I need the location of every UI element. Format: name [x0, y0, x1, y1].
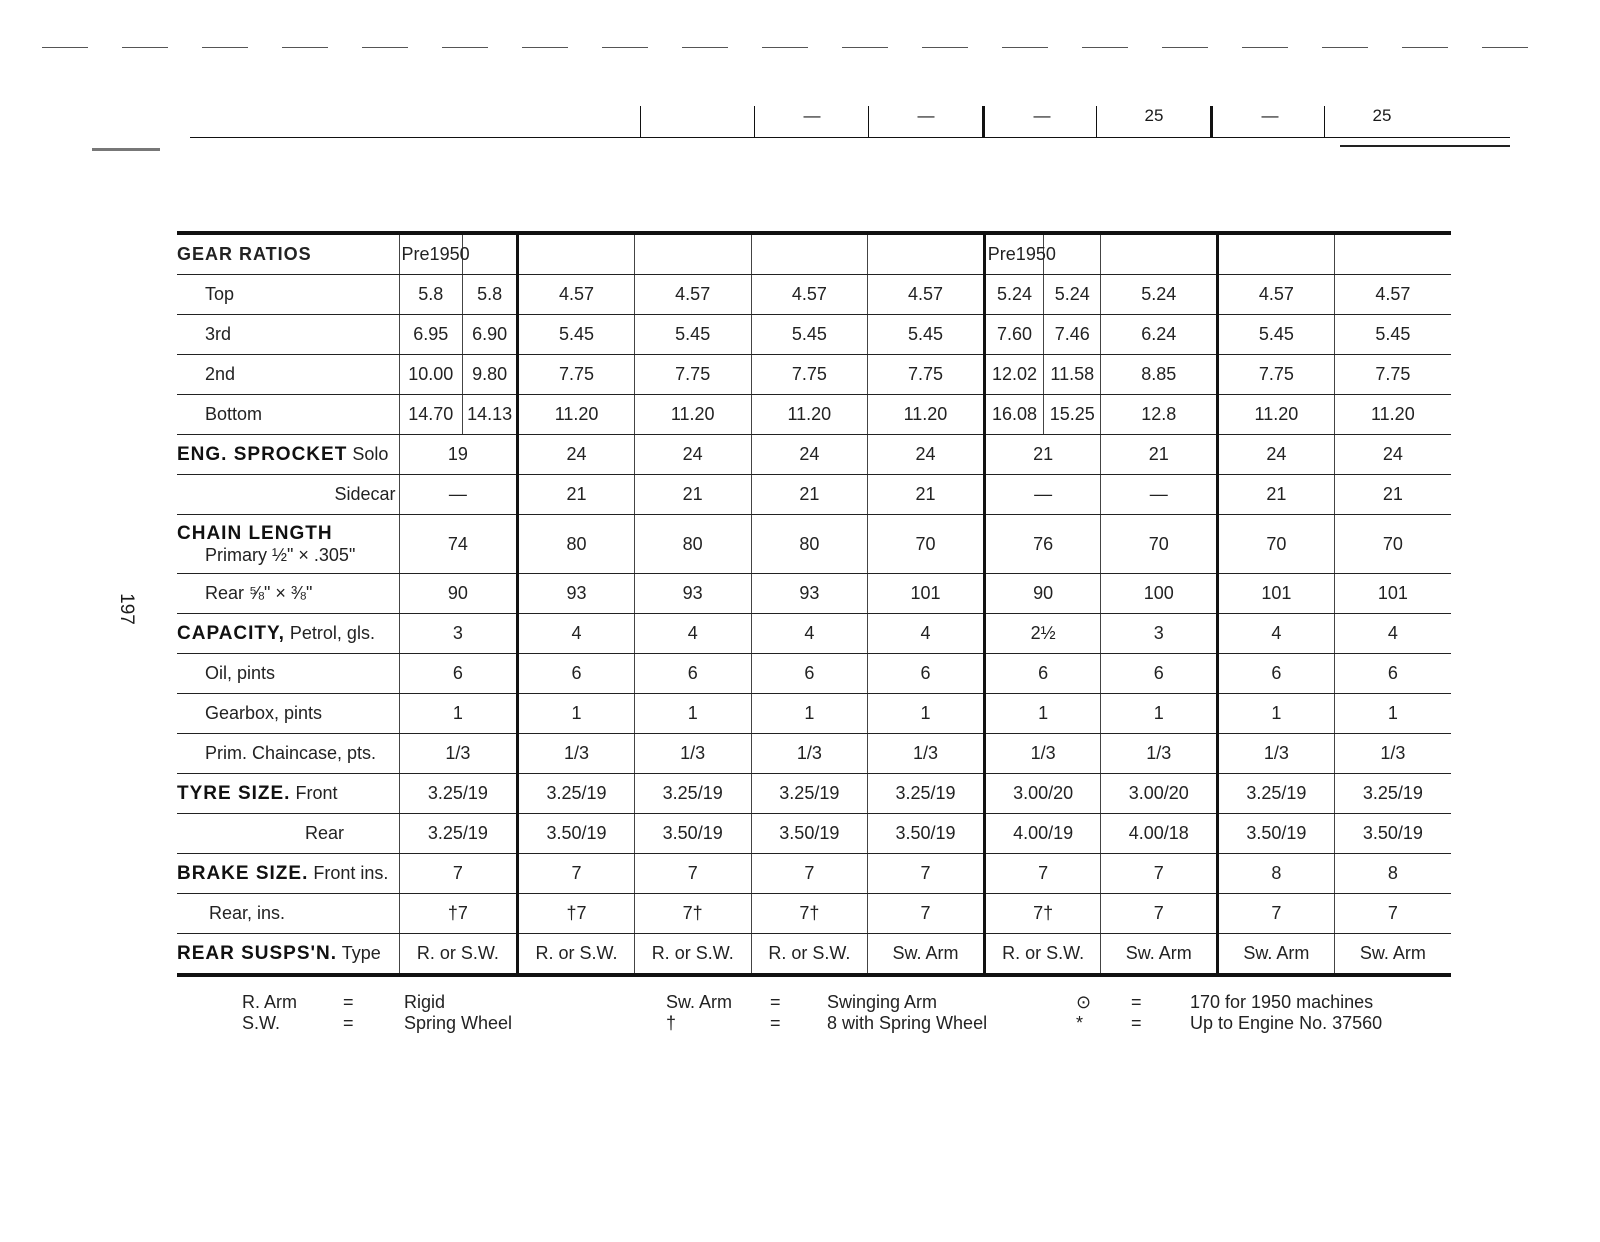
table-row [177, 894, 1451, 934]
table-cell: 3.50/19 [1334, 814, 1451, 854]
pre1950-label: Pre1950 [984, 233, 1043, 275]
table-cell: 21 [984, 435, 1101, 475]
table-cell: 3.00/20 [984, 774, 1101, 814]
table-cell: Sw. Arm [868, 934, 985, 976]
table-cell: 6 [984, 654, 1101, 694]
gear-ratios-heading: GEAR RATIOS [177, 233, 399, 275]
legend-meanings [404, 992, 512, 1034]
table-cell: 70 [868, 515, 985, 574]
row-label: 3rd [177, 315, 399, 355]
table-cell: 6.24 [1101, 315, 1218, 355]
table-cell: 6.95 [399, 315, 462, 355]
table-cell: 6 [751, 654, 868, 694]
fragment-cell: — [754, 106, 869, 138]
legend-meaning: Swinging Arm [827, 992, 938, 1012]
table-row [177, 654, 1451, 694]
table-cell: 4 [518, 614, 635, 654]
table-cell: 3 [1101, 614, 1218, 654]
table-cell: 93 [751, 574, 868, 614]
table-cell: 80 [518, 515, 635, 574]
table-cell: 7 [751, 854, 868, 894]
table-cell: 19 [399, 435, 518, 475]
brake-size-heading: BRAKE SIZE. [177, 862, 309, 884]
table-cell: 74 [399, 515, 518, 574]
legend-equals-sign: = [1131, 1013, 1142, 1033]
table-cell: 11.20 [751, 395, 868, 435]
table-cell: 11.20 [1334, 395, 1451, 435]
table-cell: 7 [868, 894, 985, 934]
table-row [177, 435, 1451, 475]
table-cell: 21 [868, 475, 985, 515]
table-cell: 7.75 [751, 355, 868, 395]
table-cell: 101 [868, 574, 985, 614]
table-cell: 7.75 [868, 355, 985, 395]
legend-equals [770, 992, 781, 1034]
fragment-cell: — [982, 106, 1099, 138]
table-cell: 1 [751, 694, 868, 734]
table-cell: †7 [518, 894, 635, 934]
scan-artifact [92, 148, 160, 151]
table-cell: 1/3 [984, 734, 1101, 774]
legend-meaning: Rigid [404, 992, 446, 1012]
table-cell: R. or S.W. [399, 934, 518, 976]
table-cell: 11.58 [1044, 355, 1101, 395]
previous-table-fragment [190, 100, 1510, 150]
table-cell: 21 [634, 475, 751, 515]
table-row [177, 694, 1451, 734]
table-cell: 80 [634, 515, 751, 574]
table-cell: 100 [1101, 574, 1218, 614]
table-cell: 6.90 [462, 315, 517, 355]
table-cell: 5.8 [462, 275, 517, 315]
table-cell: 1/3 [1218, 734, 1335, 774]
table-cell: 4 [1334, 614, 1451, 654]
legend-symbol: ⊙ [1076, 992, 1092, 1012]
table-cell: 24 [868, 435, 985, 475]
table-row [177, 734, 1451, 774]
table-cell: 3.50/19 [751, 814, 868, 854]
legend-symbol: Sw. Arm [666, 992, 733, 1012]
table-cell: 11.20 [1218, 395, 1335, 435]
chain-length-label [177, 515, 399, 574]
table-cell: 7.75 [634, 355, 751, 395]
table-cell: 10.00 [399, 355, 462, 395]
legend-symbols [666, 992, 732, 1034]
table-row [177, 355, 1451, 395]
table-row [177, 395, 1451, 435]
table-cell: 4 [634, 614, 751, 654]
legend-symbol: S.W. [242, 1013, 281, 1033]
primary-label: Primary ½" × .305" [205, 544, 356, 565]
table-cell: 14.70 [399, 395, 462, 435]
fragment-cell: 25 [1096, 106, 1211, 138]
table-cell: 3.00/20 [1101, 774, 1218, 814]
table-cell: 1 [984, 694, 1101, 734]
table-cell: 7 [868, 854, 985, 894]
legend-meaning: Spring Wheel [404, 1013, 513, 1033]
table-cell: 6 [1218, 654, 1335, 694]
table-cell: 1 [399, 694, 518, 734]
table-cell: 90 [399, 574, 518, 614]
table-cell: 3.50/19 [634, 814, 751, 854]
table-cell: — [399, 475, 518, 515]
table-cell: 3.25/19 [634, 774, 751, 814]
table-cell: 4 [1218, 614, 1335, 654]
table-cell: 4.57 [634, 275, 751, 315]
table-cell: 1 [518, 694, 635, 734]
row-label: 2nd [177, 355, 399, 395]
table-cell: 3.25/19 [1218, 774, 1335, 814]
table-cell: 4 [751, 614, 868, 654]
table-cell: 3.25/19 [399, 814, 518, 854]
specifications-table [177, 231, 1451, 977]
table-cell: 7 [984, 854, 1101, 894]
row-label: Bottom [177, 395, 399, 435]
table-cell: 4 [868, 614, 985, 654]
pre1950-label: Pre1950 [399, 233, 462, 275]
table-cell: 3.25/19 [1334, 774, 1451, 814]
table-cell: 24 [1334, 435, 1451, 475]
table-row [177, 614, 1451, 654]
legend-symbols [242, 992, 297, 1034]
susp-type-label: Type [341, 942, 381, 963]
table-cell: 7.75 [1334, 355, 1451, 395]
eng-sprocket-heading: ENG. SPROCKET [177, 443, 348, 465]
table-cell: 8 [1334, 854, 1451, 894]
table-row [177, 854, 1451, 894]
table-cell: R. or S.W. [984, 934, 1101, 976]
table-cell: 90 [984, 574, 1101, 614]
table-cell: 7 [1218, 894, 1335, 934]
table-cell: 11.20 [868, 395, 985, 435]
solo-label: Solo [352, 443, 389, 464]
table-cell: 11.20 [634, 395, 751, 435]
row-label: Top [177, 275, 399, 315]
table-cell: 7† [751, 894, 868, 934]
table-cell: 21 [1101, 435, 1218, 475]
table-cell: 12.02 [984, 355, 1043, 395]
table-cell: 1 [1334, 694, 1451, 734]
tyre-size-heading: TYRE SIZE. [177, 782, 291, 804]
legend-equals-sign: = [1131, 992, 1142, 1012]
table-cell: 7 [1101, 854, 1218, 894]
eng-sprocket-label [177, 435, 399, 475]
legend-symbol: * [1076, 1013, 1084, 1033]
table-cell: 5.45 [1218, 315, 1335, 355]
tyre-size-label [177, 774, 399, 814]
table-cell: 3.50/19 [518, 814, 635, 854]
table-row [177, 774, 1451, 814]
brake-front-label: Front ins. [313, 862, 389, 883]
table-cell: 7 [518, 854, 635, 894]
table-cell: 70 [1101, 515, 1218, 574]
table-cell: 6 [518, 654, 635, 694]
table-cell: 93 [634, 574, 751, 614]
legend-symbol: R. Arm [242, 992, 298, 1012]
table-cell: 12.8 [1101, 395, 1218, 435]
table-row [177, 934, 1451, 976]
table-cell: †7 [399, 894, 518, 934]
table-cell: 1/3 [518, 734, 635, 774]
table-row [177, 315, 1451, 355]
table-cell: 7 [399, 854, 518, 894]
table-cell: 7.46 [1044, 315, 1101, 355]
legend-equals-sign: = [770, 992, 781, 1012]
table-cell: 9.80 [462, 355, 517, 395]
table-cell: 3.50/19 [1218, 814, 1335, 854]
oil-label: Oil, pints [177, 654, 399, 694]
table-cell: 4.57 [1218, 275, 1335, 315]
table-cell: 7 [1334, 894, 1451, 934]
table-cell: 6 [1101, 654, 1218, 694]
table-cell: 4.57 [868, 275, 985, 315]
table-cell: 4.00/18 [1101, 814, 1218, 854]
fragment-cell: — [1210, 106, 1327, 138]
table-cell: 4.57 [751, 275, 868, 315]
table-cell: 7† [634, 894, 751, 934]
table-cell: 1 [868, 694, 985, 734]
table-cell: 5.45 [634, 315, 751, 355]
legend-equals-sign: = [343, 992, 354, 1012]
table-cell: 3.25/19 [751, 774, 868, 814]
table-cell: 1 [634, 694, 751, 734]
table-cell: 1/3 [868, 734, 985, 774]
legend-meanings [1190, 992, 1382, 1034]
table-cell: 4.57 [518, 275, 635, 315]
table-cell: 6 [1334, 654, 1451, 694]
tyre-rear-label: Rear [177, 814, 399, 854]
table-cell: Sw. Arm [1334, 934, 1451, 976]
page-number: 197 [115, 593, 137, 625]
table-cell: 16.08 [984, 395, 1043, 435]
legend-meanings [827, 992, 987, 1034]
legend-equals [343, 992, 354, 1034]
table-cell: 101 [1334, 574, 1451, 614]
table-cell: 4.57 [1334, 275, 1451, 315]
table-cell: 7† [984, 894, 1101, 934]
table-cell: 1 [1101, 694, 1218, 734]
gearbox-label: Gearbox, pints [177, 694, 399, 734]
table-cell: 1/3 [1101, 734, 1218, 774]
table-cell: 24 [751, 435, 868, 475]
table-cell: 3.50/19 [868, 814, 985, 854]
brake-size-label [177, 854, 399, 894]
table-cell: 3.25/19 [518, 774, 635, 814]
rear-susp-label [177, 934, 399, 976]
table-cell: 5.24 [1044, 275, 1101, 315]
table-cell: 7.75 [518, 355, 635, 395]
table-cell: 70 [1334, 515, 1451, 574]
table-cell: 21 [1218, 475, 1335, 515]
table-row [177, 233, 1451, 275]
chaincase-label: Prim. Chaincase, pts. [177, 734, 399, 774]
table-cell: 5.45 [518, 315, 635, 355]
table-cell: 80 [751, 515, 868, 574]
table-cell: — [1101, 475, 1218, 515]
table-cell: 8.85 [1101, 355, 1218, 395]
table-cell: 6 [399, 654, 518, 694]
table-cell: 24 [634, 435, 751, 475]
table-cell: 3.25/19 [868, 774, 985, 814]
table-row [177, 275, 1451, 315]
table-cell: 1/3 [1334, 734, 1451, 774]
chain-length-heading: CHAIN LENGTH [177, 522, 333, 544]
table-cell: 8 [1218, 854, 1335, 894]
table-cell: R. or S.W. [518, 934, 635, 976]
table-cell: 24 [1218, 435, 1335, 475]
legend-equals-sign: = [770, 1013, 781, 1033]
sidecar-label: Sidecar [177, 475, 399, 515]
table-cell: Sw. Arm [1218, 934, 1335, 976]
table-row [177, 574, 1451, 614]
fragment-cell: 25 [1324, 106, 1439, 138]
table-cell: 1/3 [399, 734, 518, 774]
petrol-label: Petrol, gls. [289, 622, 375, 643]
table-cell: 1/3 [751, 734, 868, 774]
table-cell: 24 [518, 435, 635, 475]
capacity-heading: CAPACITY, [177, 622, 285, 644]
table-cell: 93 [518, 574, 635, 614]
table-cell: 7 [1101, 894, 1218, 934]
table-cell: 15.25 [1044, 395, 1101, 435]
legend-equals [1131, 992, 1142, 1034]
table-cell: 14.13 [462, 395, 517, 435]
table-cell: 2½ [984, 614, 1101, 654]
table-cell: 1 [1218, 694, 1335, 734]
table-cell: 5.45 [751, 315, 868, 355]
legend-meaning: Up to Engine No. 37560 [1190, 1013, 1383, 1033]
table-cell: 7 [634, 854, 751, 894]
table-cell: — [984, 475, 1101, 515]
rear-susp-heading: REAR SUSPS'N. [177, 942, 338, 964]
table-cell: 6 [634, 654, 751, 694]
table-cell: R. or S.W. [634, 934, 751, 976]
table-cell: 3 [399, 614, 518, 654]
table-cell: 70 [1218, 515, 1335, 574]
table-cell: Sw. Arm [1101, 934, 1218, 976]
table-cell: 21 [751, 475, 868, 515]
legend-meaning: 170 for 1950 machines [1190, 992, 1374, 1012]
tyre-front-label: Front [295, 782, 338, 803]
table-cell: R. or S.W. [751, 934, 868, 976]
table-cell: 76 [984, 515, 1101, 574]
legend-symbol: † [666, 1013, 677, 1033]
table-cell: 6 [868, 654, 985, 694]
table-cell: 4.00/19 [984, 814, 1101, 854]
table-row [177, 814, 1451, 854]
table-cell: 5.24 [1101, 275, 1218, 315]
table-cell: 11.20 [518, 395, 635, 435]
table-cell: 5.8 [399, 275, 462, 315]
rear-chain-label: Rear ⅝" × ⅜" [177, 574, 399, 614]
table-cell: 3.25/19 [399, 774, 518, 814]
table-cell: 1/3 [634, 734, 751, 774]
table-cell: 5.45 [1334, 315, 1451, 355]
fragment-cell: — [868, 106, 983, 138]
table-cell: 7.60 [984, 315, 1043, 355]
table-row [177, 515, 1451, 574]
table-cell: 5.24 [984, 275, 1043, 315]
legend-meaning: 8 with Spring Wheel [827, 1013, 988, 1033]
brake-rear-label: Rear, ins. [177, 894, 399, 934]
table-cell: 21 [518, 475, 635, 515]
table-cell: 101 [1218, 574, 1335, 614]
legend-equals-sign: = [343, 1013, 354, 1033]
capacity-label [177, 614, 399, 654]
legend-symbols [1076, 992, 1091, 1034]
table-cell: 7.75 [1218, 355, 1335, 395]
table-row [177, 475, 1451, 515]
table-cell: 21 [1334, 475, 1451, 515]
table-cell: 5.45 [868, 315, 985, 355]
